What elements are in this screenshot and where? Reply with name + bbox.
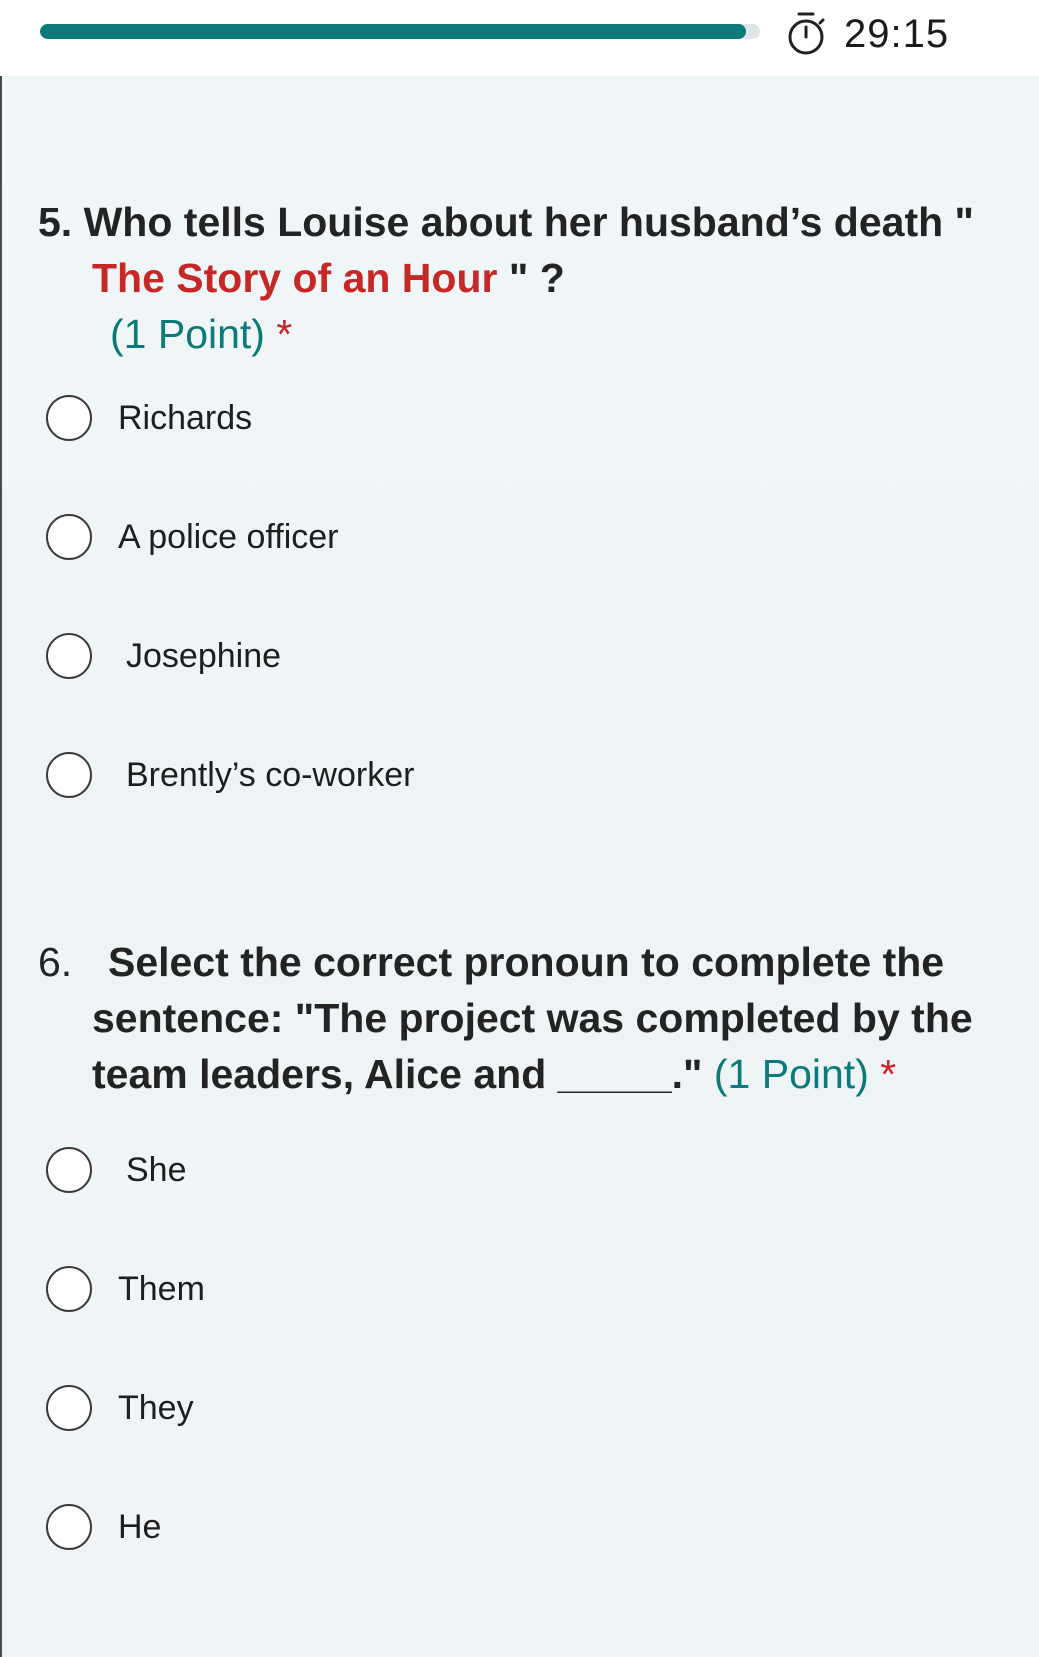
option-label: They	[118, 1388, 194, 1427]
option-police-officer[interactable]	[46, 509, 339, 565]
option-label: Brently’s co-worker	[126, 755, 415, 794]
question-6	[38, 934, 1028, 1102]
progress-fill	[40, 24, 746, 39]
radio-button[interactable]	[46, 752, 92, 798]
question-number: 5.	[38, 199, 73, 245]
question-5	[38, 194, 1028, 362]
question-text-line3: team leaders, Alice and _____."	[92, 1051, 703, 1097]
option-them[interactable]	[46, 1261, 205, 1317]
required-marker: *	[276, 311, 293, 357]
radio-button[interactable]	[46, 1266, 92, 1312]
option-she[interactable]	[46, 1142, 187, 1198]
progress-bar	[40, 24, 760, 39]
question-text-tail: " ?	[497, 255, 565, 301]
option-label: Richards	[118, 398, 253, 437]
top-bar	[0, 0, 1039, 76]
option-they[interactable]	[46, 1380, 194, 1436]
option-label: Them	[118, 1269, 205, 1308]
option-richards[interactable]	[46, 390, 252, 446]
timer-text: 29:15	[844, 11, 950, 56]
option-label: She	[126, 1150, 187, 1189]
quiz-content	[0, 76, 1039, 1657]
story-title: The Story of an Hour	[92, 255, 498, 301]
option-label: A police officer	[118, 517, 339, 556]
option-brentlys-coworker[interactable]	[46, 747, 414, 803]
question-points: (1 Point)	[713, 1051, 869, 1097]
radio-button[interactable]	[46, 1385, 92, 1431]
stopwatch-icon	[786, 11, 826, 57]
required-marker: *	[880, 1051, 897, 1097]
radio-button[interactable]	[46, 633, 92, 679]
question-text-line1: Select the correct pronoun to complete the	[108, 939, 945, 985]
question-text-line2: sentence: "The project was completed by the	[92, 995, 973, 1041]
option-label: He	[118, 1507, 162, 1546]
radio-button[interactable]	[46, 514, 92, 560]
radio-button[interactable]	[46, 395, 92, 441]
timer	[786, 8, 949, 60]
option-josephine[interactable]	[46, 628, 281, 684]
question-number: 6.	[38, 939, 73, 985]
question-points: (1 Point)	[110, 311, 265, 357]
option-he[interactable]	[46, 1499, 161, 1555]
radio-button[interactable]	[46, 1504, 92, 1550]
radio-button[interactable]	[46, 1147, 92, 1193]
option-label: Josephine	[126, 636, 282, 675]
question-text: Who tells Louise about her husband’s death "	[83, 199, 974, 245]
